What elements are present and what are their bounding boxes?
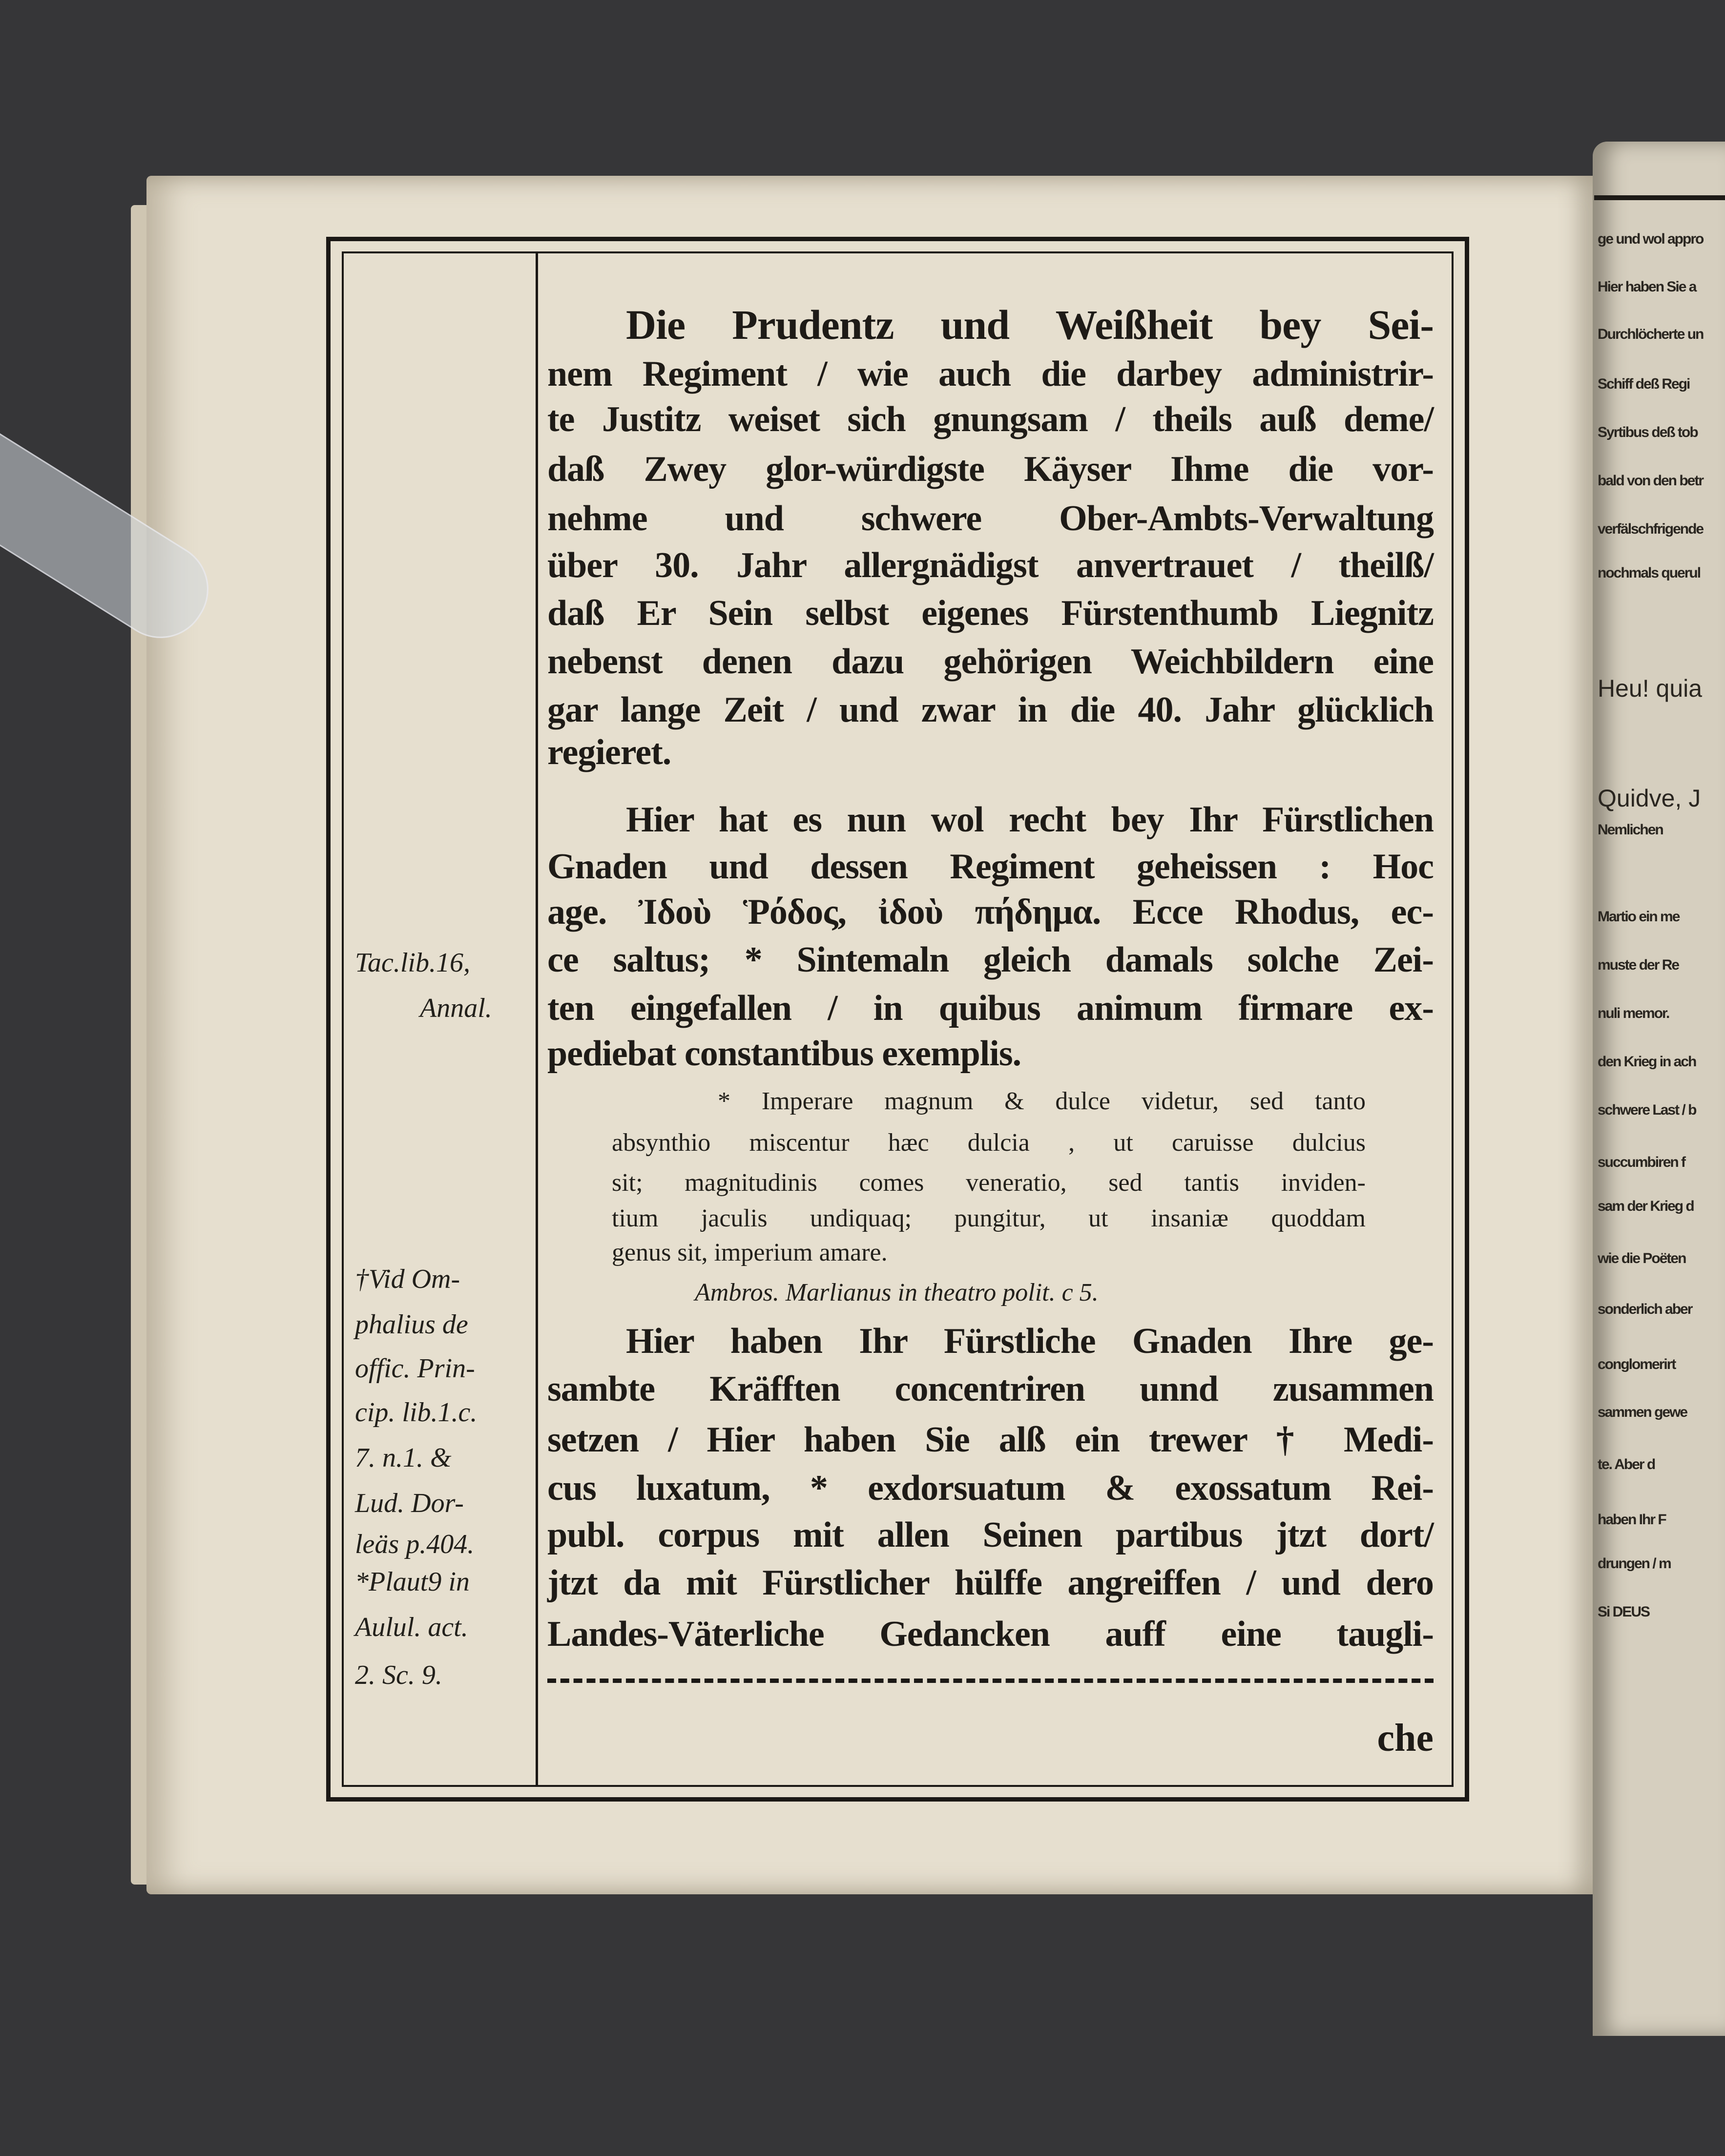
text-line: age. Ἰδοὺ Ῥόδος, ἰδοὺ πήδημα. Ecce Rhodus, ec- <box>547 892 1434 932</box>
text-line: sambte Kräfften concentriren unnd zusammen <box>547 1369 1434 1409</box>
right-page-line: schwere Last / b <box>1598 1102 1696 1118</box>
text-line: publ. corpus mit allen Seinen partibus jtzt dort/ <box>547 1515 1434 1555</box>
text-line: te Justitz weiset sich gnungsam / theils auß deme/ <box>547 399 1434 439</box>
right-page-line: Martio ein me <box>1598 909 1680 925</box>
text-line: ten eingefallen / in quibus animum firmare ex- <box>547 988 1434 1028</box>
text-line: daß Er Sein selbst eigenes Fürstenthumb Liegnitz <box>547 593 1434 633</box>
margin-note: Tac.lib.16, <box>355 948 470 978</box>
right-page-line: Nemlichen <box>1598 822 1663 838</box>
right-page-line: verfälschfrigende <box>1598 521 1704 537</box>
right-page-line: Durchlöcherte un <box>1598 326 1704 342</box>
right-page-frame <box>1594 195 1725 200</box>
margin-note: 7. n.1. & <box>355 1443 452 1473</box>
right-page-line: Hier haben Sie a <box>1598 279 1696 295</box>
right-page-line: Syrtibus deß tob <box>1598 424 1698 440</box>
dashed-rule <box>547 1679 1434 1683</box>
text-line: Gnaden und dessen Regiment geheissen : Hoc <box>547 847 1434 887</box>
margin-note: cip. lib.1.c. <box>355 1397 478 1428</box>
right-page-line: Schiff deß Regi <box>1598 376 1690 392</box>
margin-divider <box>536 251 538 1787</box>
text-line: Hier hat es nun wol recht bey Ihr Fürstlichen <box>626 800 1434 840</box>
right-page-line: bald von den betr <box>1598 473 1704 489</box>
footnote-line: genus sit, imperium amare. <box>612 1239 888 1266</box>
text-line: regieret. <box>547 732 671 772</box>
margin-note: 2. Sc. 9. <box>355 1660 442 1690</box>
text-line: daß Zwey glor-würdigste Käyser Ihme die vor- <box>547 449 1434 489</box>
footnote-line: absynthio miscentur hæc dulcia , ut caruisse dulcius <box>612 1129 1366 1157</box>
right-page-line: sammen gewe <box>1598 1404 1687 1420</box>
right-page-line: nochmals querul <box>1598 565 1701 581</box>
text-line: nehme und schwere Ober-Ambts-Verwaltung <box>547 498 1434 539</box>
margin-note: Aulul. act. <box>355 1612 468 1642</box>
right-page-line: den Krieg in ach <box>1598 1054 1696 1070</box>
text-line: gar lange Zeit / und zwar in die 40. Jahr glücklich <box>547 690 1434 730</box>
text-line: nem Regiment / wie auch die darbey administrir- <box>547 354 1434 394</box>
margin-note: leäs p.404. <box>355 1529 475 1559</box>
right-page-line: haben Ihr F <box>1598 1512 1666 1528</box>
text-line: setzen / Hier haben Sie alß ein trewer † Medi- <box>547 1420 1434 1460</box>
margin-note: Annal. <box>420 993 492 1023</box>
footnote-line: * Imperare magnum & dulce videtur, sed tanto <box>718 1087 1366 1115</box>
right-page-line: sam der Krieg d <box>1598 1198 1694 1214</box>
text-line: nebenst denen dazu gehörigen Weichbildern eine <box>547 642 1434 682</box>
text-line: Landes-Väterliche Gedancken auff eine taugli- <box>547 1614 1434 1654</box>
right-page-line: muste der Re <box>1598 957 1679 973</box>
right-page-line: Si DEUS <box>1598 1604 1650 1620</box>
right-page-line: nuli memor. <box>1598 1005 1669 1021</box>
text-line: jtzt da mit Fürstlicher hülffe angreiffen / und dero <box>547 1563 1434 1603</box>
footnote-line: sit; magnitudinis comes veneratio, sed tantis inviden- <box>612 1169 1366 1197</box>
text-line: Die Prudentz und Weißheit bey Sei- <box>626 301 1434 348</box>
right-page-line: drungen / m <box>1598 1555 1671 1572</box>
right-page-line: te. Aber d <box>1598 1456 1655 1472</box>
right-page-line: ge und wol appro <box>1598 231 1704 247</box>
text-line: ce saltus; * Sintemaln gleich damals solche Zei- <box>547 940 1434 980</box>
text-line: pediebat constantibus exemplis. <box>547 1034 1021 1074</box>
right-page-line: wie die Poëten <box>1598 1250 1686 1266</box>
right-page-line: succumbiren f <box>1598 1154 1685 1170</box>
margin-note: *Plaut9 in <box>355 1567 470 1597</box>
text-line: cus luxatum, * exdorsuatum & exossatum Rei- <box>547 1468 1434 1508</box>
text-line: Hier haben Ihr Fürstliche Gnaden Ihre ge- <box>626 1321 1434 1361</box>
margin-note: Lud. Dor- <box>355 1488 464 1518</box>
margin-note: offic. Prin- <box>355 1353 475 1384</box>
footnote-source: Ambros. Marlianus in theatro polit. c 5. <box>695 1279 1099 1306</box>
footnote-line: tium jaculis undiquaq; pungitur, ut insaniæ quoddam <box>612 1204 1366 1232</box>
catchword: che <box>1377 1717 1434 1760</box>
margin-note: phalius de <box>355 1309 468 1340</box>
margin-note: †Vid Om- <box>355 1264 460 1294</box>
right-page-line: conglomerirt <box>1598 1356 1676 1372</box>
right-page-line: Heu! quia <box>1598 675 1703 702</box>
text-line: über 30. Jahr allergnädigst anvertrauet / theilß/ <box>547 545 1434 585</box>
right-page-line: Quidve, J <box>1598 785 1701 812</box>
right-page-line: sonderlich aber <box>1598 1301 1692 1317</box>
